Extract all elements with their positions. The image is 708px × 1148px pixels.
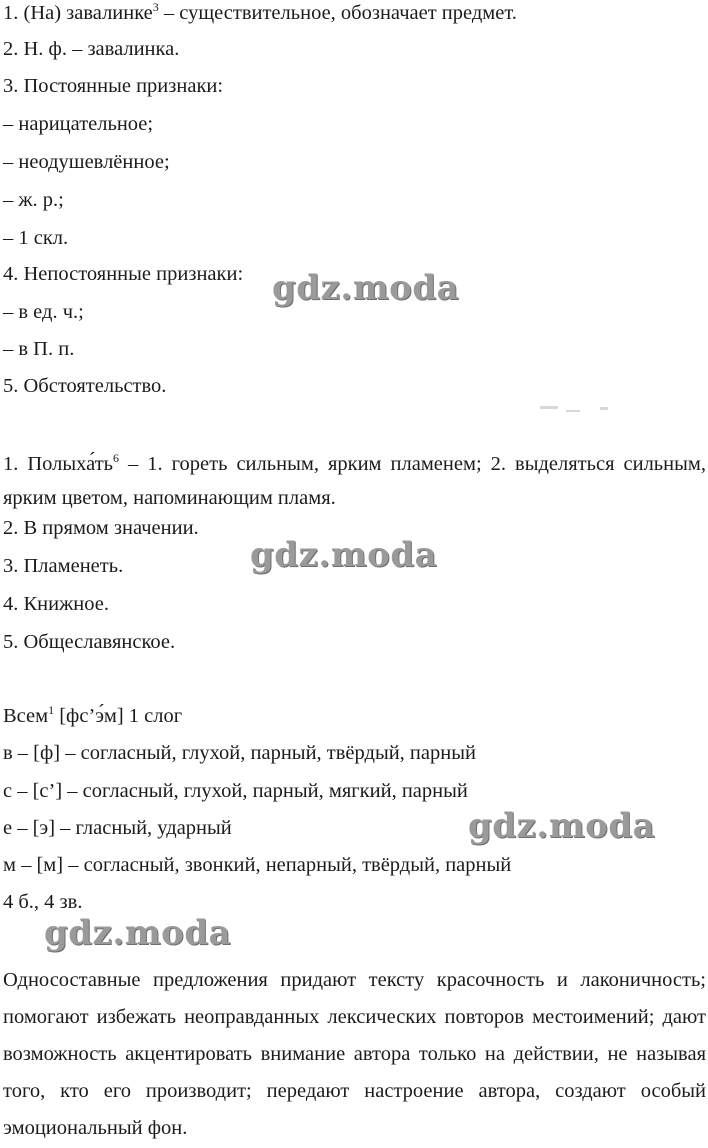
phonetic-line-5: м – [м] – согласный, звонкий, непарный, твёрдый, парный	[3, 854, 512, 876]
phonetic-line-2: в – [ф] – согласный, глухой, парный, твёрдый, парный	[3, 742, 476, 764]
phonetic-line-4: е – [э] – гласный, ударный	[3, 817, 232, 839]
lexical-definition-paragraph	[3, 447, 706, 515]
word-text: 1. Полыха́ть	[3, 453, 114, 475]
scan-speck	[540, 406, 558, 409]
analysis-line-6: – ж. р.;	[3, 189, 64, 211]
watermark-logo: gdz.moda	[468, 806, 656, 846]
analysis-line-5: – неодушевлённое;	[3, 151, 170, 173]
essay-paragraph: Односоставные предложения придают тексту красочность и лаконичность; помогают избежать неоправданных лексических повторов местоимений; дают возможность акцентировать внимание автора только на действии, не называя того, кто его производит; передают настроение автора, создают особый эмоциональный фон.	[3, 969, 706, 1139]
analysis-line-10: – в П. п.	[3, 338, 75, 360]
watermark-logo: gdz.moda	[272, 268, 460, 308]
analysis-line-3: 3. Постоянные признаки:	[3, 75, 224, 97]
phonetic-line-1	[3, 704, 182, 728]
analysis-line-1	[3, 1, 517, 25]
lexical-line-5: 5. Общеславянское.	[3, 631, 176, 653]
analysis-line-11: 5. Обстоятельство.	[3, 375, 167, 397]
lexical-line-2: 2. В прямом значении.	[3, 517, 199, 539]
watermark-logo: gdz.moda	[44, 913, 232, 953]
lexical-line-3: 3. Пламенеть.	[3, 555, 124, 577]
transcription-text: [фс’э́м] 1 слог	[54, 705, 183, 727]
word-text: 1. (На) завалинке	[3, 2, 153, 24]
footnote-mark: 1	[48, 703, 55, 718]
definition-text: – 1. гореть сильным, ярким пламенем; 2. выделяться сильным, ярким цветом, напоминающим пламя.	[3, 453, 706, 509]
analysis-line-4: – нарицательное;	[3, 113, 154, 135]
footnote-mark: 6	[113, 451, 120, 466]
scan-speck	[600, 407, 608, 410]
lexical-line-4: 4. Книжное.	[3, 593, 109, 615]
phonetic-line-3: с – [с’] – согласный, глухой, парный, мягкий, парный	[3, 780, 468, 802]
analysis-text: – существительное, обозначает предмет.	[158, 2, 517, 24]
analysis-line-8: 4. Непостоянные признаки:	[3, 263, 244, 285]
word-text: Всем	[3, 705, 49, 727]
phonetic-line-6: 4 б., 4 зв.	[3, 891, 83, 913]
footnote-mark: 3	[152, 0, 159, 15]
watermark-logo: gdz.moda	[250, 535, 438, 575]
analysis-line-9: – в ед. ч.;	[3, 301, 84, 323]
scan-speck	[566, 410, 580, 412]
analysis-line-7: – 1 скл.	[3, 227, 69, 249]
analysis-line-2: 2. Н. ф. – завалинка.	[3, 38, 180, 60]
